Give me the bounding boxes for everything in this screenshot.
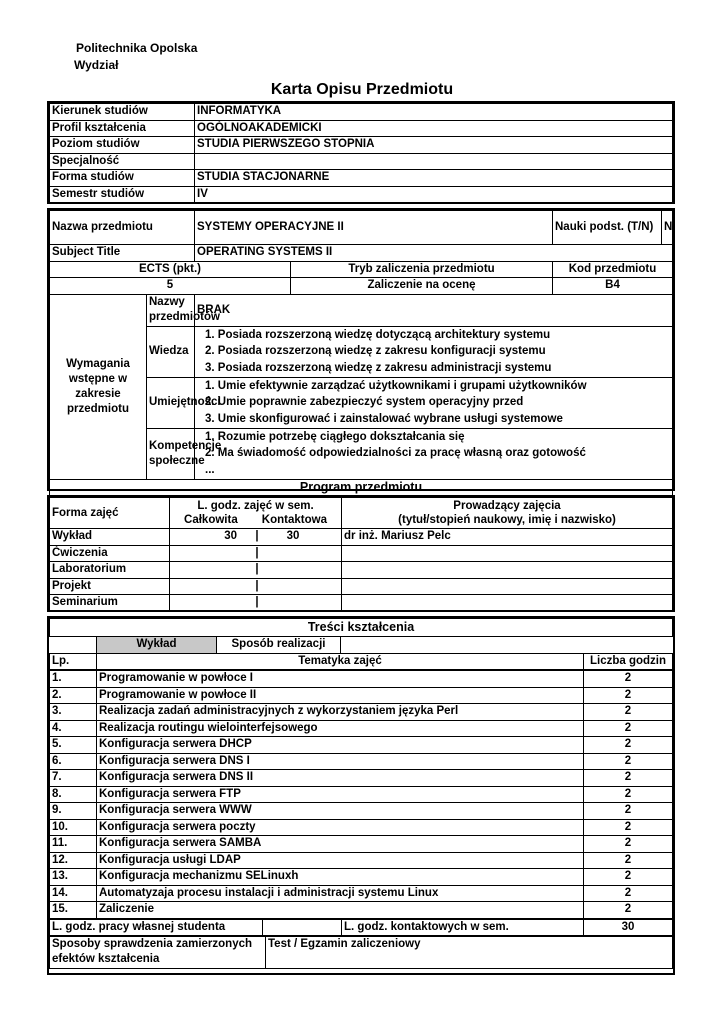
topic-title: Konfiguracja serwera DNS I [97,753,584,770]
topic-title: Realizacja zadań administracyjnych z wykorzystaniem języka Perl [97,704,584,721]
social-item: ... [205,464,215,476]
prereq-names-value: BRAK [195,294,673,326]
info-label: Poziom studiów [50,137,195,154]
info-row [50,137,673,154]
hours-cell [170,562,342,579]
self-work-value [263,919,342,936]
topic-row [50,819,673,836]
topic-hours: 2 [584,720,673,737]
topic-hours: 2 [584,885,673,902]
program-row [50,578,673,595]
topic-title: Konfiguracja serwera poczty [97,819,584,836]
university-name: Politechnika Opolska [76,41,198,55]
knowledge-item: 2. Posiada rozszerzoną wiedzę z zakresu konfiguracji systemu [205,345,546,358]
subject-title-value: OPERATING SYSTEMS II [195,245,673,262]
program-title: Program przedmiotu [50,479,673,496]
topics-header: Tematyka zajęć [97,653,584,670]
total-cell: 30 [224,530,237,543]
topic-row [50,720,673,737]
topic-lp: 1. [50,671,97,688]
topic-hours: 2 [584,671,673,688]
program-table [47,495,675,612]
topic-title: Konfiguracja serwera DHCP [97,737,584,754]
topic-lp: 2. [50,687,97,704]
info-label: Profil kształcenia [50,120,195,137]
topic-title: Konfiguracja serwera DNS II [97,770,584,787]
topic-title: Konfiguracja serwera SAMBA [97,836,584,853]
topic-hours: 2 [584,770,673,787]
topic-title: Programowanie w powłoce II [97,687,584,704]
topic-title: Zaliczenie [97,902,584,919]
teacher-cell: dr inż. Mariusz Pelc [342,529,673,546]
content-table [47,616,675,975]
skills-list [195,377,673,428]
teacher-header-title: Prowadzący zajęcia [453,500,561,512]
subject-title-label: Subject Title [50,245,195,262]
topic-row [50,852,673,869]
form-header: Forma zajęć [50,498,170,529]
info-row [50,104,673,121]
topic-hours: 2 [584,836,673,853]
contact-cell: 30 [286,530,300,543]
lp-header: Lp. [50,653,97,670]
topic-title: Konfiguracja serwera FTP [97,786,584,803]
info-row [50,170,673,187]
info-label: Semestr studiów [50,186,195,203]
topic-row [50,885,673,902]
form-cell: Seminarium [50,595,170,612]
knowledge-item: 3. Posiada rozszerzoną wiedzę z zakresu administracji systemu [205,361,552,374]
info-value: STUDIA PIERWSZEGO STOPNIA [195,137,673,154]
topic-lp: 9. [50,803,97,820]
skills-item: 1. Umie efektywnie zarządzać użytkownikami i grupami użytkowników [205,379,587,392]
knowledge-item: 1. Posiada rozszerzoną wiedzę dotyczącą architektury systemu [205,328,551,341]
self-work-label: L. godz. pracy własnej studenta [50,919,263,936]
social-item: 1. Rozumie potrzebę ciągłego dokształcania się [205,430,465,443]
topic-lp: 14. [50,885,97,902]
method-label: Sposób realizacji [217,637,341,654]
basic-sciences-label: Nauki podst. (T/N) [553,211,662,245]
total-header: Całkowita [184,514,238,526]
topic-row [50,671,673,688]
topic-lp: 3. [50,704,97,721]
topic-lp: 6. [50,753,97,770]
topic-row [50,786,673,803]
skills-label: Umiejętności [147,377,195,428]
course-name-value: SYSTEMY OPERACYJNE II [195,211,553,245]
form-cell: Ćwiczenia [50,545,170,562]
prerequisites-label: Wymagania wstępne w zakresie przedmiotu [50,294,147,479]
skills-item: 2. Umie poprawnie zabezpieczyć system operacyjny przed [205,396,524,409]
topic-hours: 2 [584,803,673,820]
program-row [50,545,673,562]
topic-hours: 2 [584,852,673,869]
topic-title: Realizacja routingu wielointerfejsowego [97,720,584,737]
hours-separator: | [255,579,259,592]
info-row [50,153,673,170]
code-label: Kod przedmiotu [553,261,673,278]
hours-cell [170,595,342,612]
teacher-cell [342,562,673,579]
knowledge-label: Wiedza [147,326,195,377]
contact-hours-value: 30 [584,919,673,936]
topic-lp: 15. [50,902,97,919]
info-row [50,186,673,203]
topic-row [50,687,673,704]
form-cell: Wykład [50,529,170,546]
hours-count-header: Liczba godzin [584,653,673,670]
topic-hours: 2 [584,753,673,770]
course-table [47,208,675,494]
topic-hours: 2 [584,869,673,886]
hours-separator: | [255,546,259,559]
topic-row [50,770,673,787]
info-label: Specjalność [50,153,195,170]
topic-row [50,737,673,754]
program-row [50,595,673,612]
social-list [195,428,673,479]
topic-hours: 2 [584,786,673,803]
info-value: IV [195,186,673,203]
topic-row [50,836,673,853]
teacher-header [342,498,673,529]
knowledge-list [195,326,673,377]
topic-row [50,902,673,919]
form-cell: Laboratorium [50,562,170,579]
topic-title: Automatyzaja procesu instalacji i administracji systemu Linux [97,885,584,902]
hours-cell [170,545,342,562]
hours-header-title: L. godz. zajęć w sem. [197,500,314,512]
form-cell: Projekt [50,578,170,595]
social-item: 2. Ma świadomość odpowiedzialności za pracę własną oraz gotowość [205,447,586,460]
basic-sciences-value: N [662,211,673,245]
topic-title: Konfiguracja usługi LDAP [97,852,584,869]
skills-item: 3. Umie skonfigurować i zainstalować wybrane usługi systemowe [205,412,563,425]
topic-title: Konfiguracja mechanizmu SELinuxh [97,869,584,886]
ects-value: 5 [50,278,291,295]
info-label: Forma studiów [50,170,195,187]
course-name-label: Nazwa przedmiotu [50,211,195,245]
info-label: Kierunek studiów [50,104,195,121]
topic-lp: 4. [50,720,97,737]
social-label: Kompetencje społeczne [147,428,195,479]
hours-separator: | [255,563,259,576]
info-value: STUDIA STACJONARNE [195,170,673,187]
program-row [50,529,673,546]
topic-row [50,704,673,721]
hours-separator: | [255,596,259,609]
info-value [195,153,673,170]
content-title: Treści kształcenia [50,619,673,637]
topic-title: Konfiguracja serwera WWW [97,803,584,820]
topic-hours: 2 [584,902,673,919]
hours-separator: | [255,530,259,543]
mode-value: Zaliczenie na ocenę [291,278,553,295]
page-title: Karta Opisu Przedmiotu [270,81,454,98]
topic-lp: 8. [50,786,97,803]
topic-lp: 12. [50,852,97,869]
hours-cell [170,529,342,546]
teacher-cell [342,545,673,562]
topic-hours: 2 [584,704,673,721]
topic-lp: 7. [50,770,97,787]
hours-header [170,498,342,529]
teacher-cell [342,595,673,612]
program-row [50,562,673,579]
topic-lp: 5. [50,737,97,754]
verification-value: Test / Egzamin zaliczeniowy [266,937,673,969]
hours-cell [170,578,342,595]
verification-label: Sposoby sprawdzenia zamierzonych efektów kształcenia [50,937,266,969]
code-value: B4 [553,278,673,295]
info-value: INFORMATYKA [195,104,673,121]
topic-lp: 10. [50,819,97,836]
topic-hours: 2 [584,687,673,704]
mode-label: Tryb zaliczenia przedmiotu [291,261,553,278]
topic-row [50,869,673,886]
topic-row [50,753,673,770]
topic-hours: 2 [584,819,673,836]
teacher-header-sub: (tytuł/stopień naukowy, imię i nazwisko) [398,514,616,526]
topic-lp: 13. [50,869,97,886]
prereq-names-label: Nazwy przedmiotów [147,294,195,326]
topic-row [50,803,673,820]
ects-label: ECTS (pkt.) [50,261,291,278]
contact-hours-label: L. godz. kontaktowych w sem. [342,919,584,936]
topic-lp: 11. [50,836,97,853]
topic-hours: 2 [584,737,673,754]
teacher-cell [342,578,673,595]
info-row [50,120,673,137]
contact-header: Kontaktowa [261,514,327,526]
study-info-table [47,101,675,204]
faculty-label: Wydział [74,58,119,72]
info-value: OGÓLNOAKADEMICKI [195,120,673,137]
topic-title: Programowanie w powłoce I [97,671,584,688]
lecture-label: Wykład [97,637,217,654]
